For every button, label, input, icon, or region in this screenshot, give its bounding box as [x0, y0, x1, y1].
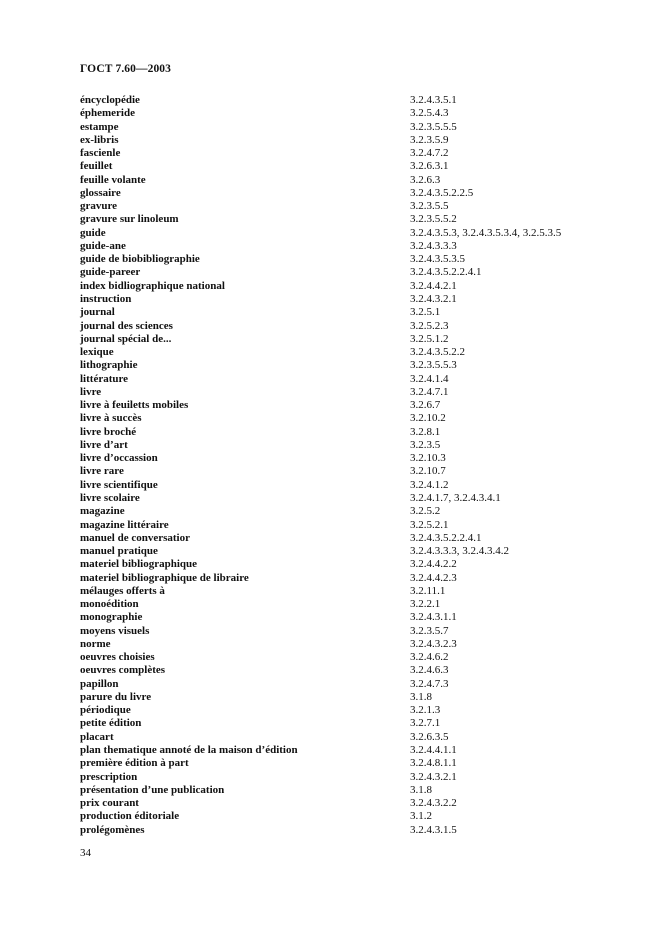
index-entry — [80, 306, 600, 319]
index-entry — [80, 532, 600, 545]
index-entry — [80, 160, 600, 173]
index-reference: 3.2.4.3.5.2.2 — [410, 346, 465, 359]
index-reference: 3.2.4.6.2 — [410, 651, 449, 664]
index-entry — [80, 771, 600, 784]
index-term: feuillet — [80, 160, 113, 173]
index-entry — [80, 611, 600, 624]
index-entry — [80, 479, 600, 492]
index-term: périodique — [80, 704, 131, 717]
index-reference: 3.1.8 — [410, 783, 432, 796]
index-entry — [80, 293, 600, 306]
index-term: gravure — [80, 200, 118, 213]
index-entry — [80, 664, 600, 677]
index-term: prescription — [80, 770, 138, 783]
index-reference: 3.2.4.4.2.2 — [410, 558, 457, 571]
index-entry — [80, 744, 600, 757]
index-entry — [80, 810, 600, 823]
index-entry — [80, 320, 600, 333]
index-term: littérature — [80, 372, 129, 385]
index-entry — [80, 94, 600, 107]
index-entry — [80, 651, 600, 664]
index-term: magazine littéraire — [80, 518, 169, 531]
index-entry — [80, 280, 600, 293]
index-entry — [80, 598, 600, 611]
index-reference: 3.2.6.3 — [410, 173, 441, 186]
index-reference: 3.2.6.7 — [410, 399, 441, 412]
index-entry — [80, 227, 600, 240]
index-term: oeuvres complètes — [80, 664, 166, 677]
index-reference: 3.2.6.3.5 — [410, 730, 449, 743]
index-reference: 3.2.5.1 — [410, 306, 441, 319]
index-reference: 3.2.4.3.1.1 — [410, 611, 457, 624]
page-number: 34 — [80, 847, 91, 859]
index-entry — [80, 386, 600, 399]
index-term: monographie — [80, 611, 143, 624]
index-entry — [80, 107, 600, 120]
index-reference: 3.2.10.3 — [410, 452, 446, 465]
index-entry — [80, 399, 600, 412]
index-term: journal — [80, 306, 115, 319]
index-entry — [80, 691, 600, 704]
index-reference: 3.2.1.3 — [410, 704, 441, 717]
index-entry — [80, 572, 600, 585]
index-reference: 3.2.10.2 — [410, 412, 446, 425]
index-term: papillon — [80, 677, 119, 690]
index-reference: 3.1.2 — [410, 810, 432, 823]
index-reference: 3.2.4.3.2.3 — [410, 637, 457, 650]
index-term: placart — [80, 730, 114, 743]
index-reference: 3.2.5.4.3 — [410, 107, 449, 120]
index-term: production éditoriale — [80, 810, 180, 823]
index-reference: 3.2.3.5.7 — [410, 624, 449, 637]
index-term: moyens visuels — [80, 624, 150, 637]
index-reference: 3.2.4.6.3 — [410, 664, 449, 677]
index-reference: 3.2.4.3.5.2.2.4.1 — [410, 266, 482, 279]
index-reference: 3.2.4.3.5.3, 3.2.4.3.5.3.4, 3.2.5.3.5 — [410, 226, 562, 239]
index-reference: 3.2.5.2.1 — [410, 518, 449, 531]
index-entry — [80, 174, 600, 187]
index-entry — [80, 346, 600, 359]
index-reference: 3.2.4.3.3.3 — [410, 239, 457, 252]
index-entry — [80, 412, 600, 425]
index-reference: 3.2.4.4.1.1 — [410, 744, 457, 757]
index-entry — [80, 439, 600, 452]
index-reference: 3.2.4.1.2 — [410, 478, 449, 491]
index-term: oeuvres choisies — [80, 651, 155, 664]
index-entry — [80, 253, 600, 266]
index-reference: 3.2.4.3.5.2.2.4.1 — [410, 531, 482, 544]
index-reference: 3.2.2.1 — [410, 598, 441, 611]
index-term: prix courant — [80, 797, 139, 810]
index-reference: 3.2.4.3.2.2 — [410, 797, 457, 810]
index-entry — [80, 625, 600, 638]
index-reference: 3.2.4.3.5.2.2.5 — [410, 186, 474, 199]
index-reference: 3.1.8 — [410, 690, 432, 703]
index-term: lexique — [80, 346, 114, 359]
index-entry — [80, 187, 600, 200]
index-entry — [80, 426, 600, 439]
index-reference: 3.2.4.7.2 — [410, 147, 449, 160]
index-reference: 3.2.4.1.7, 3.2.4.3.4.1 — [410, 491, 501, 504]
index-reference: 3.2.8.1 — [410, 425, 441, 438]
index-term: parure du livre — [80, 690, 152, 703]
index-entry — [80, 784, 600, 797]
index-reference: 3.2.4.4.2.3 — [410, 571, 457, 584]
index-entry — [80, 359, 600, 372]
index-term: guide-pareer — [80, 266, 141, 279]
index-entry — [80, 147, 600, 160]
index-term: lithographie — [80, 359, 138, 372]
index-term: présentation d’une publication — [80, 783, 225, 796]
index-entry — [80, 333, 600, 346]
index-term: guide-ane — [80, 239, 126, 252]
index-term: fascienle — [80, 147, 121, 160]
index-reference: 3.2.3.5.5.5 — [410, 120, 457, 133]
index-term: livre rare — [80, 465, 124, 478]
index-entry — [80, 492, 600, 505]
index-term: livre d’occassion — [80, 452, 158, 465]
index-reference: 3.2.10.7 — [410, 465, 446, 478]
index-entry — [80, 266, 600, 279]
index-term: mélauges offerts à — [80, 584, 165, 597]
index-reference: 3.2.4.3.5.1 — [410, 94, 457, 106]
index-reference: 3.2.4.7.1 — [410, 385, 449, 398]
index-entry — [80, 452, 600, 465]
index-entry — [80, 704, 600, 717]
index-entry — [80, 134, 600, 147]
index-term: feuille volante — [80, 173, 146, 186]
index-term: livre à succès — [80, 412, 142, 425]
index-reference: 3.2.4.7.3 — [410, 677, 449, 690]
index-term: gravure sur linoleum — [80, 213, 179, 226]
index-reference: 3.2.3.5 — [410, 438, 441, 451]
index-reference: 3.2.4.1.4 — [410, 372, 449, 385]
index-reference: 3.2.3.5.9 — [410, 133, 449, 146]
index-term: ex-libris — [80, 133, 119, 146]
index-reference: 3.2.4.4.2.1 — [410, 279, 457, 292]
index-term: prolégomènes — [80, 823, 145, 836]
index-term: estampe — [80, 120, 119, 133]
index-term: monoédition — [80, 598, 139, 611]
index-reference: 3.2.3.5.5.3 — [410, 359, 457, 372]
index-entry — [80, 545, 600, 558]
index-term: livre broché — [80, 425, 137, 438]
index-entry — [80, 558, 600, 571]
index-reference: 3.2.4.3.1.5 — [410, 823, 457, 836]
index-reference: 3.2.5.1.2 — [410, 332, 449, 345]
index-term: journal des sciences — [80, 319, 173, 332]
index-entry — [80, 717, 600, 730]
index-term: manuel pratique — [80, 545, 158, 558]
index-term: éphemeride — [80, 107, 135, 120]
index-term: index bidliographique national — [80, 279, 225, 292]
index-reference: 3.2.5.2 — [410, 505, 441, 518]
index-term: livre à feuiletts mobiles — [80, 399, 189, 412]
index-reference: 3.2.4.3.5.3.5 — [410, 253, 465, 266]
index-term: magazine — [80, 505, 125, 518]
index-entry — [80, 638, 600, 651]
index-term: materiel bibliographique de libraire — [80, 571, 249, 584]
index-term: norme — [80, 637, 111, 650]
index-reference: 3.2.4.8.1.1 — [410, 757, 457, 770]
index-entry — [80, 731, 600, 744]
index-term: materiel bibliographique — [80, 558, 198, 571]
index-entry — [80, 797, 600, 810]
index-entry — [80, 757, 600, 770]
index-entry — [80, 465, 600, 478]
index-term: première édition à part — [80, 757, 189, 770]
index-term: guide — [80, 226, 106, 239]
index-entry — [80, 213, 600, 226]
index-term: instruction — [80, 292, 132, 305]
index-reference: 3.2.4.3.2.1 — [410, 770, 457, 783]
index-reference: 3.2.6.3.1 — [410, 160, 449, 173]
index-entry — [80, 373, 600, 386]
index-entry — [80, 240, 600, 253]
index-reference: 3.2.3.5.5 — [410, 200, 449, 213]
index-term: glossaire — [80, 186, 121, 199]
index-reference: 3.2.3.5.5.2 — [410, 213, 457, 226]
page-header: ГОСТ 7.60—2003 — [80, 63, 171, 75]
index-table — [80, 94, 600, 837]
index-entry — [80, 519, 600, 532]
index-entry — [80, 121, 600, 134]
index-term: livre — [80, 385, 102, 398]
index-entry — [80, 678, 600, 691]
index-term: livre scientifique — [80, 478, 158, 491]
index-term: plan thematique annoté de la maison d’édition — [80, 744, 298, 757]
index-term: manuel de conversatior — [80, 531, 190, 544]
index-entry — [80, 585, 600, 598]
index-reference: 3.2.4.3.3.3, 3.2.4.3.4.2 — [410, 545, 509, 558]
index-entry — [80, 505, 600, 518]
index-reference: 3.2.7.1 — [410, 717, 441, 730]
index-entry — [80, 824, 600, 837]
index-term: éncyclopédie — [80, 94, 140, 106]
index-term: journal spécial de... — [80, 332, 172, 345]
index-reference: 3.2.5.2.3 — [410, 319, 449, 332]
index-term: guide de biobibliographie — [80, 253, 200, 266]
index-term: livre d’art — [80, 438, 128, 451]
index-reference: 3.2.4.3.2.1 — [410, 292, 457, 305]
index-term: petite édition — [80, 717, 142, 730]
index-reference: 3.2.11.1 — [410, 584, 446, 597]
index-term: livre scolaire — [80, 491, 140, 504]
index-entry — [80, 200, 600, 213]
